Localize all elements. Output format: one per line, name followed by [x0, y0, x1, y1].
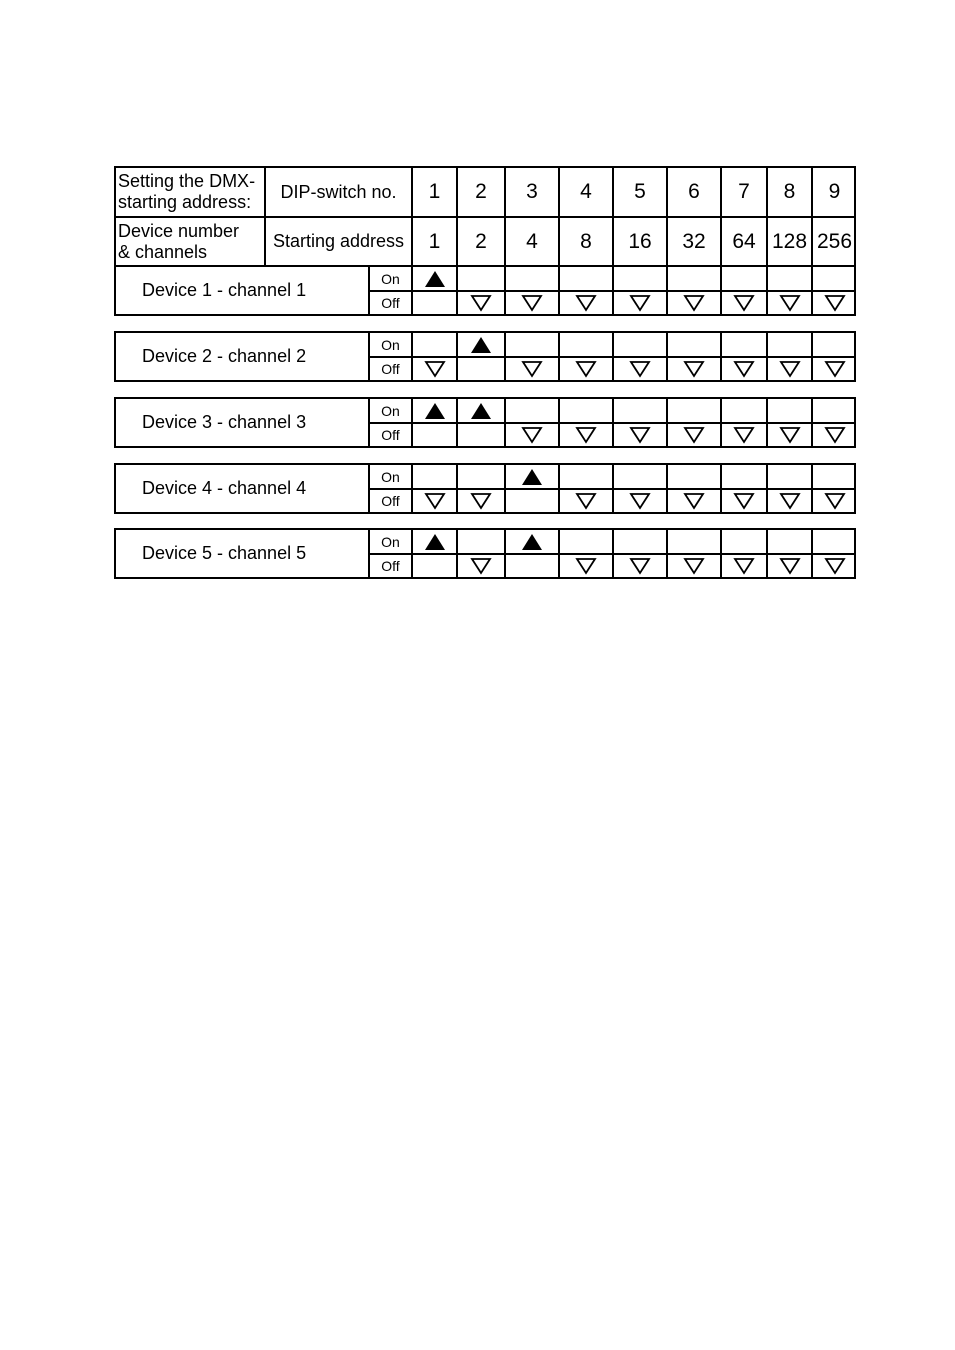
- off-marker-icon: [779, 360, 801, 378]
- on-off-divider: [368, 356, 856, 358]
- off-marker-icon: [470, 294, 492, 312]
- off-marker-icon: [424, 492, 446, 510]
- off-marker-icon: [683, 426, 705, 444]
- off-marker-icon: [629, 294, 651, 312]
- off-marker-icon: [779, 294, 801, 312]
- off-marker-icon: [733, 557, 755, 575]
- off-marker-icon: [575, 426, 597, 444]
- starting-address-label-text: Starting address: [272, 231, 405, 251]
- dip-switch-label-text: DIP-switch no.: [280, 181, 397, 202]
- off-label: [370, 490, 411, 512]
- device-number-line: Device number: [118, 220, 240, 241]
- address-value-8: [768, 218, 811, 265]
- off-marker-icon: [733, 360, 755, 378]
- dip-number-3-text: 3: [526, 180, 538, 203]
- on-marker-icon: [470, 402, 492, 420]
- address-value-8-text: 128: [771, 229, 808, 253]
- dip-number-1-text: 1: [428, 180, 441, 203]
- off-marker-icon: [733, 492, 755, 510]
- address-value-6-text: 32: [682, 229, 706, 253]
- device-label-3: [116, 399, 368, 446]
- device-label-2-text: Device 2 - channel 2: [142, 346, 307, 366]
- on-label: [370, 399, 411, 422]
- off-marker-icon: [824, 426, 846, 444]
- dip-number-9: [813, 168, 856, 216]
- address-value-3-text: 4: [526, 229, 538, 253]
- on-marker-icon: [424, 402, 446, 420]
- address-value-9-text: 256: [816, 229, 853, 253]
- off-label: [370, 358, 411, 380]
- dip-number-3: [506, 168, 558, 216]
- address-value-2-text: 2: [475, 229, 487, 253]
- dip-number-4: [560, 168, 612, 216]
- off-marker-icon: [629, 360, 651, 378]
- device-label-5-text: Device 5 - channel 5: [142, 543, 307, 563]
- device-label-4: [116, 465, 368, 512]
- off-marker-icon: [470, 557, 492, 575]
- starting-address-label: [266, 218, 411, 265]
- device-label-5: [116, 530, 368, 577]
- dip-number-2: [458, 168, 504, 216]
- address-value-7-text: 64: [732, 229, 756, 253]
- off-marker-icon: [629, 426, 651, 444]
- dip-number-7: [722, 168, 766, 216]
- on-label: [370, 333, 411, 356]
- on-marker-icon: [470, 336, 492, 354]
- off-label-text: Off: [381, 493, 400, 509]
- device-number-lines: [118, 221, 239, 263]
- off-marker-icon: [824, 294, 846, 312]
- on-label-text: On: [381, 533, 400, 550]
- on-off-divider: [368, 553, 856, 555]
- off-marker-icon: [683, 294, 705, 312]
- header-title-line: starting address:: [118, 192, 252, 212]
- off-marker-icon: [683, 360, 705, 378]
- off-label-text: Off: [381, 295, 400, 311]
- header-title-line: Setting the DMX-: [118, 171, 256, 191]
- on-label-text: On: [381, 336, 400, 353]
- on-label: [370, 465, 411, 488]
- address-value-5: [614, 218, 666, 265]
- dip-number-6: [668, 168, 720, 216]
- on-label: [370, 267, 411, 290]
- dip-number-9-text: 9: [828, 180, 841, 203]
- off-label-text: Off: [381, 361, 400, 377]
- off-marker-icon: [424, 360, 446, 378]
- off-marker-icon: [521, 426, 543, 444]
- device-number-header: [114, 218, 264, 265]
- off-marker-icon: [521, 294, 543, 312]
- dip-number-6-text: 6: [688, 180, 700, 203]
- off-marker-icon: [683, 557, 705, 575]
- off-marker-icon: [575, 360, 597, 378]
- on-off-divider: [368, 290, 856, 292]
- off-marker-icon: [521, 360, 543, 378]
- address-value-9: [813, 218, 856, 265]
- off-marker-icon: [575, 294, 597, 312]
- off-marker-icon: [629, 557, 651, 575]
- device-label-2: [116, 333, 368, 380]
- on-marker-icon: [521, 533, 543, 551]
- off-marker-icon: [575, 557, 597, 575]
- dip-number-5: [614, 168, 666, 216]
- dip-number-8: [768, 168, 811, 216]
- device-label-4-text: Device 4 - channel 4: [142, 478, 307, 498]
- on-off-divider: [368, 422, 856, 424]
- on-label-text: On: [381, 270, 400, 287]
- off-marker-icon: [779, 557, 801, 575]
- dip-switch-label: [266, 168, 411, 216]
- off-label-text: Off: [381, 427, 400, 443]
- off-marker-icon: [824, 360, 846, 378]
- dip-number-4-text: 4: [580, 180, 592, 203]
- off-marker-icon: [824, 557, 846, 575]
- off-label-text: Off: [381, 558, 400, 574]
- device-number-line: & channels: [118, 241, 208, 262]
- on-label-text: On: [381, 468, 400, 485]
- address-value-6: [668, 218, 720, 265]
- address-value-3: [506, 218, 558, 265]
- device-label-3-text: Device 3 - channel 3: [142, 412, 307, 432]
- header-title: [114, 168, 264, 216]
- on-marker-icon: [424, 270, 446, 288]
- dip-number-2-text: 2: [475, 180, 487, 203]
- on-marker-icon: [521, 468, 543, 486]
- off-marker-icon: [779, 426, 801, 444]
- address-value-2: [458, 218, 504, 265]
- header-title-lines: [118, 171, 255, 213]
- off-marker-icon: [733, 426, 755, 444]
- on-label-text: On: [381, 402, 400, 419]
- address-value-4-text: 8: [580, 229, 592, 253]
- off-label: [370, 424, 411, 446]
- off-marker-icon: [779, 492, 801, 510]
- off-marker-icon: [629, 492, 651, 510]
- on-marker-icon: [424, 533, 446, 551]
- off-label: [370, 555, 411, 577]
- on-off-divider: [368, 488, 856, 490]
- dip-number-7-text: 7: [738, 180, 750, 203]
- address-value-1-text: 1: [428, 229, 441, 253]
- off-marker-icon: [575, 492, 597, 510]
- address-value-5-text: 16: [628, 229, 652, 253]
- dip-number-5-text: 5: [634, 180, 646, 203]
- off-marker-icon: [824, 492, 846, 510]
- address-value-7: [722, 218, 766, 265]
- dip-number-8-text: 8: [783, 180, 796, 203]
- off-marker-icon: [733, 294, 755, 312]
- address-value-4: [560, 218, 612, 265]
- off-marker-icon: [683, 492, 705, 510]
- off-label: [370, 292, 411, 314]
- off-marker-icon: [470, 492, 492, 510]
- on-label: [370, 530, 411, 553]
- dip-number-1: [413, 168, 456, 216]
- device-label-1: [116, 267, 368, 314]
- address-value-1: [413, 218, 456, 265]
- device-label-1-text: Device 1 - channel 1: [142, 280, 307, 300]
